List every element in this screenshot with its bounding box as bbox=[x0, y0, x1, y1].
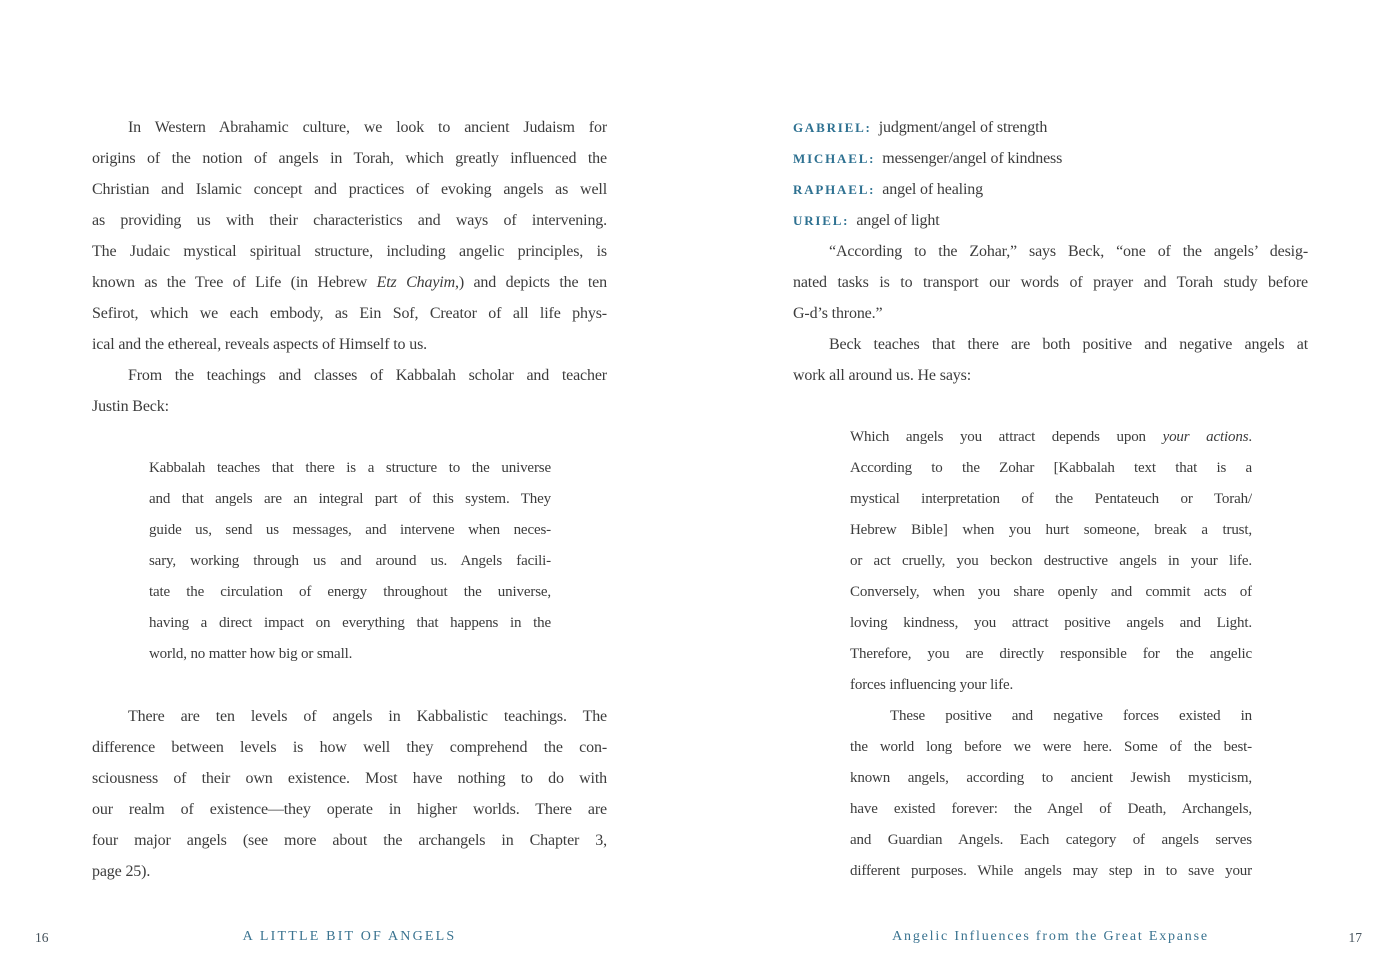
text-line: known as the Tree of Life (in Hebrew Etz Chayim,) and depicts the ten bbox=[92, 274, 607, 291]
angel-list-item bbox=[793, 143, 1308, 174]
text-line: the world long before we were here. Some of the best- bbox=[850, 739, 1252, 755]
text-line: mystical interpretation of the Pentateuch or Torah/ bbox=[850, 491, 1252, 507]
text-line: nated tasks is to transport our words of prayer and Torah study before bbox=[793, 274, 1308, 291]
text-line: G-d’s throne.” bbox=[793, 305, 883, 322]
angel-description: angel of healing bbox=[882, 181, 983, 198]
text-line: In Western Abrahamic culture, we look to ancient Judaism for bbox=[128, 119, 607, 136]
text-line: There are ten levels of angels in Kabbalistic teachings. The bbox=[128, 708, 607, 725]
text-line: According to the Zohar [Kabbalah text that is a bbox=[850, 460, 1252, 476]
text-line: difference between levels is how well they comprehend the con- bbox=[92, 739, 607, 756]
angel-list-item bbox=[793, 112, 1308, 143]
angel-name: RAPHAEL: bbox=[793, 182, 876, 197]
running-head-left: A LITTLE BIT OF ANGELS bbox=[242, 929, 457, 944]
text-line: The Judaic mystical spiritual structure, including angelic principles, is bbox=[92, 243, 607, 260]
text-line: From the teachings and classes of Kabbalah scholar and teacher bbox=[128, 367, 607, 384]
angel-name: GABRIEL: bbox=[793, 120, 872, 135]
text-line: Hebrew Bible] when you hurt someone, break a trust, bbox=[850, 522, 1252, 538]
angel-description: angel of light bbox=[856, 212, 940, 229]
text-line: and Guardian Angels. Each category of angels serves bbox=[850, 832, 1252, 848]
angel-description: messenger/angel of kindness bbox=[882, 150, 1063, 167]
text-line: forces influencing your life. bbox=[850, 677, 1014, 693]
text-line: These positive and negative forces existed in bbox=[890, 708, 1252, 724]
angel-description: judgment/angel of strength bbox=[878, 119, 1048, 136]
right-text-column bbox=[793, 112, 1308, 887]
angel-list-item bbox=[793, 205, 1308, 236]
text-line: having a direct impact on everything that happens in the bbox=[149, 615, 551, 631]
text-line: our realm of existence—they operate in higher worlds. There are bbox=[92, 801, 607, 818]
page-number-left: 16 bbox=[35, 930, 49, 945]
text-line: work all around us. He says: bbox=[793, 367, 971, 384]
text-line: world, no matter how big or small. bbox=[149, 646, 353, 662]
text-line: sary, working through us and around us. Angels facili- bbox=[149, 553, 551, 569]
block-quote bbox=[850, 701, 1252, 887]
paragraph bbox=[92, 360, 607, 422]
book-page-right bbox=[700, 0, 1400, 980]
text-line: Beck teaches that there are both positive and negative angels at bbox=[829, 336, 1308, 353]
page-number-right: 17 bbox=[1348, 930, 1362, 945]
angel-name: URIEL: bbox=[793, 213, 850, 228]
block-quote bbox=[850, 422, 1252, 701]
running-head-right: Angelic Influences from the Great Expanse bbox=[892, 929, 1209, 944]
text-line: loving kindness, you attract positive angels and Light. bbox=[850, 615, 1252, 631]
text-line: sciousness of their own existence. Most have nothing to do with bbox=[92, 770, 607, 787]
text-line: origins of the notion of angels in Torah, which greatly influenced the bbox=[92, 150, 607, 167]
text-line: or act cruelly, you beckon destructive angels in your life. bbox=[850, 553, 1252, 569]
angel-list-item bbox=[793, 174, 1308, 205]
text-line: Which angels you attract depends upon your actions. bbox=[850, 429, 1252, 445]
angel-name: MICHAEL: bbox=[793, 151, 876, 166]
text-line: different purposes. While angels may step in to save your bbox=[850, 863, 1252, 879]
paragraph bbox=[92, 112, 607, 360]
text-line: guide us, send us messages, and intervene when neces- bbox=[149, 522, 551, 538]
block-quote bbox=[149, 453, 551, 670]
text-line: Sefirot, which we each embody, as Ein Sof, Creator of all life phys- bbox=[92, 305, 607, 322]
angel-list bbox=[793, 112, 1308, 236]
text-line: and that angels are an integral part of this system. They bbox=[149, 491, 551, 507]
text-line: known angels, according to ancient Jewish mysticism, bbox=[850, 770, 1252, 786]
text-line: “According to the Zohar,” says Beck, “one of the angels’ desig- bbox=[829, 243, 1308, 260]
text-line: Justin Beck: bbox=[92, 398, 169, 415]
text-line: ical and the ethereal, reveals aspects of Himself to us. bbox=[92, 336, 428, 353]
text-line: Therefore, you are directly responsible for the angelic bbox=[850, 646, 1252, 662]
text-line: Christian and Islamic concept and practices of evoking angels as well bbox=[92, 181, 607, 198]
text-line: Conversely, when you share openly and commit acts of bbox=[850, 584, 1252, 600]
paragraph bbox=[793, 329, 1308, 391]
text-line: Kabbalah teaches that there is a structure to the universe bbox=[149, 460, 551, 476]
text-line: have existed forever: the Angel of Death, Archangels, bbox=[850, 801, 1252, 817]
left-text-column bbox=[92, 112, 607, 887]
text-line: as providing us with their characteristics and ways of intervening. bbox=[92, 212, 607, 229]
text-line: four major angels (see more about the archangels in Chapter 3, bbox=[92, 832, 607, 849]
paragraph bbox=[793, 236, 1308, 329]
paragraph bbox=[92, 701, 607, 887]
text-line: tate the circulation of energy throughout the universe, bbox=[149, 584, 551, 600]
text-line: page 25). bbox=[92, 863, 151, 880]
